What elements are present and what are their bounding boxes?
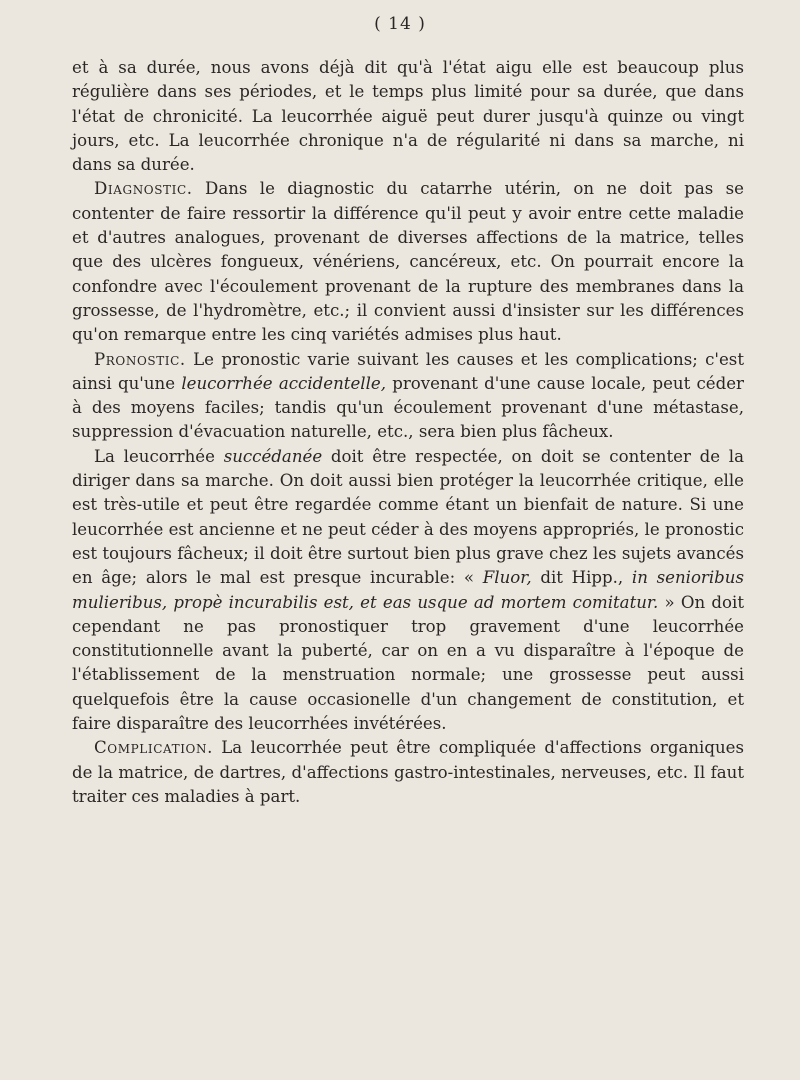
succedanee-italic-term: succédanée — [223, 446, 323, 466]
paragraph-succedanee — [72, 445, 744, 737]
paragraph-pronostic — [72, 348, 744, 445]
diagnostic-text: Dans le diagnostic du catarrhe utérin, on ne doit pas se contenter de faire ressortir la différence qu'il peut y avoir entre cette maladie et d'autres analogues, provenant de diverses affections de la matrice, telles que des ulcères fongueux, vénériens, cancéreux, etc. On pourrait encore la confondre avec l'écoulement provenant de la rupture des membranes dans la grossesse, de l'hydromètre, etc.; il convient aussi d'insister sur les différences qu'on remarque entre les cinq variétés admises plus haut. — [72, 179, 744, 345]
pronostic-italic-term: leucorrhée accidentelle, — [181, 373, 386, 393]
paragraph-diagnostic — [72, 177, 744, 347]
pronostic-text-1: Le pronostic varie suivant les causes et les complications; c'est ainsi qu'une — [72, 349, 744, 393]
quote-italic-1: Fluor, — [482, 568, 532, 588]
section-heading-diagnostic: Diagnostic. — [94, 179, 193, 199]
succedanee-text-3: » On doit cependant ne pas pronostiquer trop gravement d'une leucorrhée constitutionnelle avant la puberté, car on en a vu disparaître à l'époque de l'établissement de la menstruation normale; une grossesse peut aussi quelquefois être la cause occasionelle d'un changement de constitution, et faire disparaître des leucorrhées invétérées. — [72, 592, 744, 734]
section-heading-pronostic: Pronostic. — [94, 349, 186, 369]
succedanee-text-2: doit être respectée, on doit se contenter de la diriger dans sa marche. On doit aussi bien protéger la leucorrhée critique, elle est très-utile et peut être regardée comme étant un bienfait de nature. Si une leucorrhée est ancienne et ne peut céder à des moyens appropriés, le pronostic est toujours fâcheux; il doit être surtout bien plus grave chez les sujets avancés en âge; alors le mal est presque incurable: « — [72, 446, 744, 588]
quote-italic-2: in senioribus mulieribus, propè incurabilis est, et eas usque ad mortem comitatur. — [72, 568, 744, 612]
paragraph-intro: et à sa durée, nous avons déjà dit qu'à l'état aigu elle est beaucoup plus régulière dans ses périodes, et le temps plus limité pour sa durée, que dans l'état de chronicité. La leucorrhée aiguë peut durer jusqu'à quinze ou vingt jours, etc. La leucorrhée chronique n'a de régularité ni dans sa marche, ni dans sa durée. — [72, 58, 744, 175]
pronostic-text-2: provenant d'une cause locale, peut céder à des moyens faciles; tandis qu'un écoulement provenant d'une métastase, suppression d'évacuation naturelle, etc., sera bien plus fâcheux. — [72, 373, 744, 442]
quote-text: dit Hipp., — [531, 568, 632, 588]
section-heading-complication: Complication. — [94, 738, 213, 758]
body-text — [72, 56, 744, 809]
succedanee-text-1: La leucorrhée — [94, 446, 224, 466]
complication-text: La leucorrhée peut être compliquée d'affections organiques de la matrice, de dartres, d'affections gastro-intestinales, nerveuses, etc. Il faut traiter ces maladies à part. — [72, 738, 744, 806]
page-number: ( 14 ) — [374, 14, 426, 34]
paragraph-complication — [72, 736, 744, 809]
